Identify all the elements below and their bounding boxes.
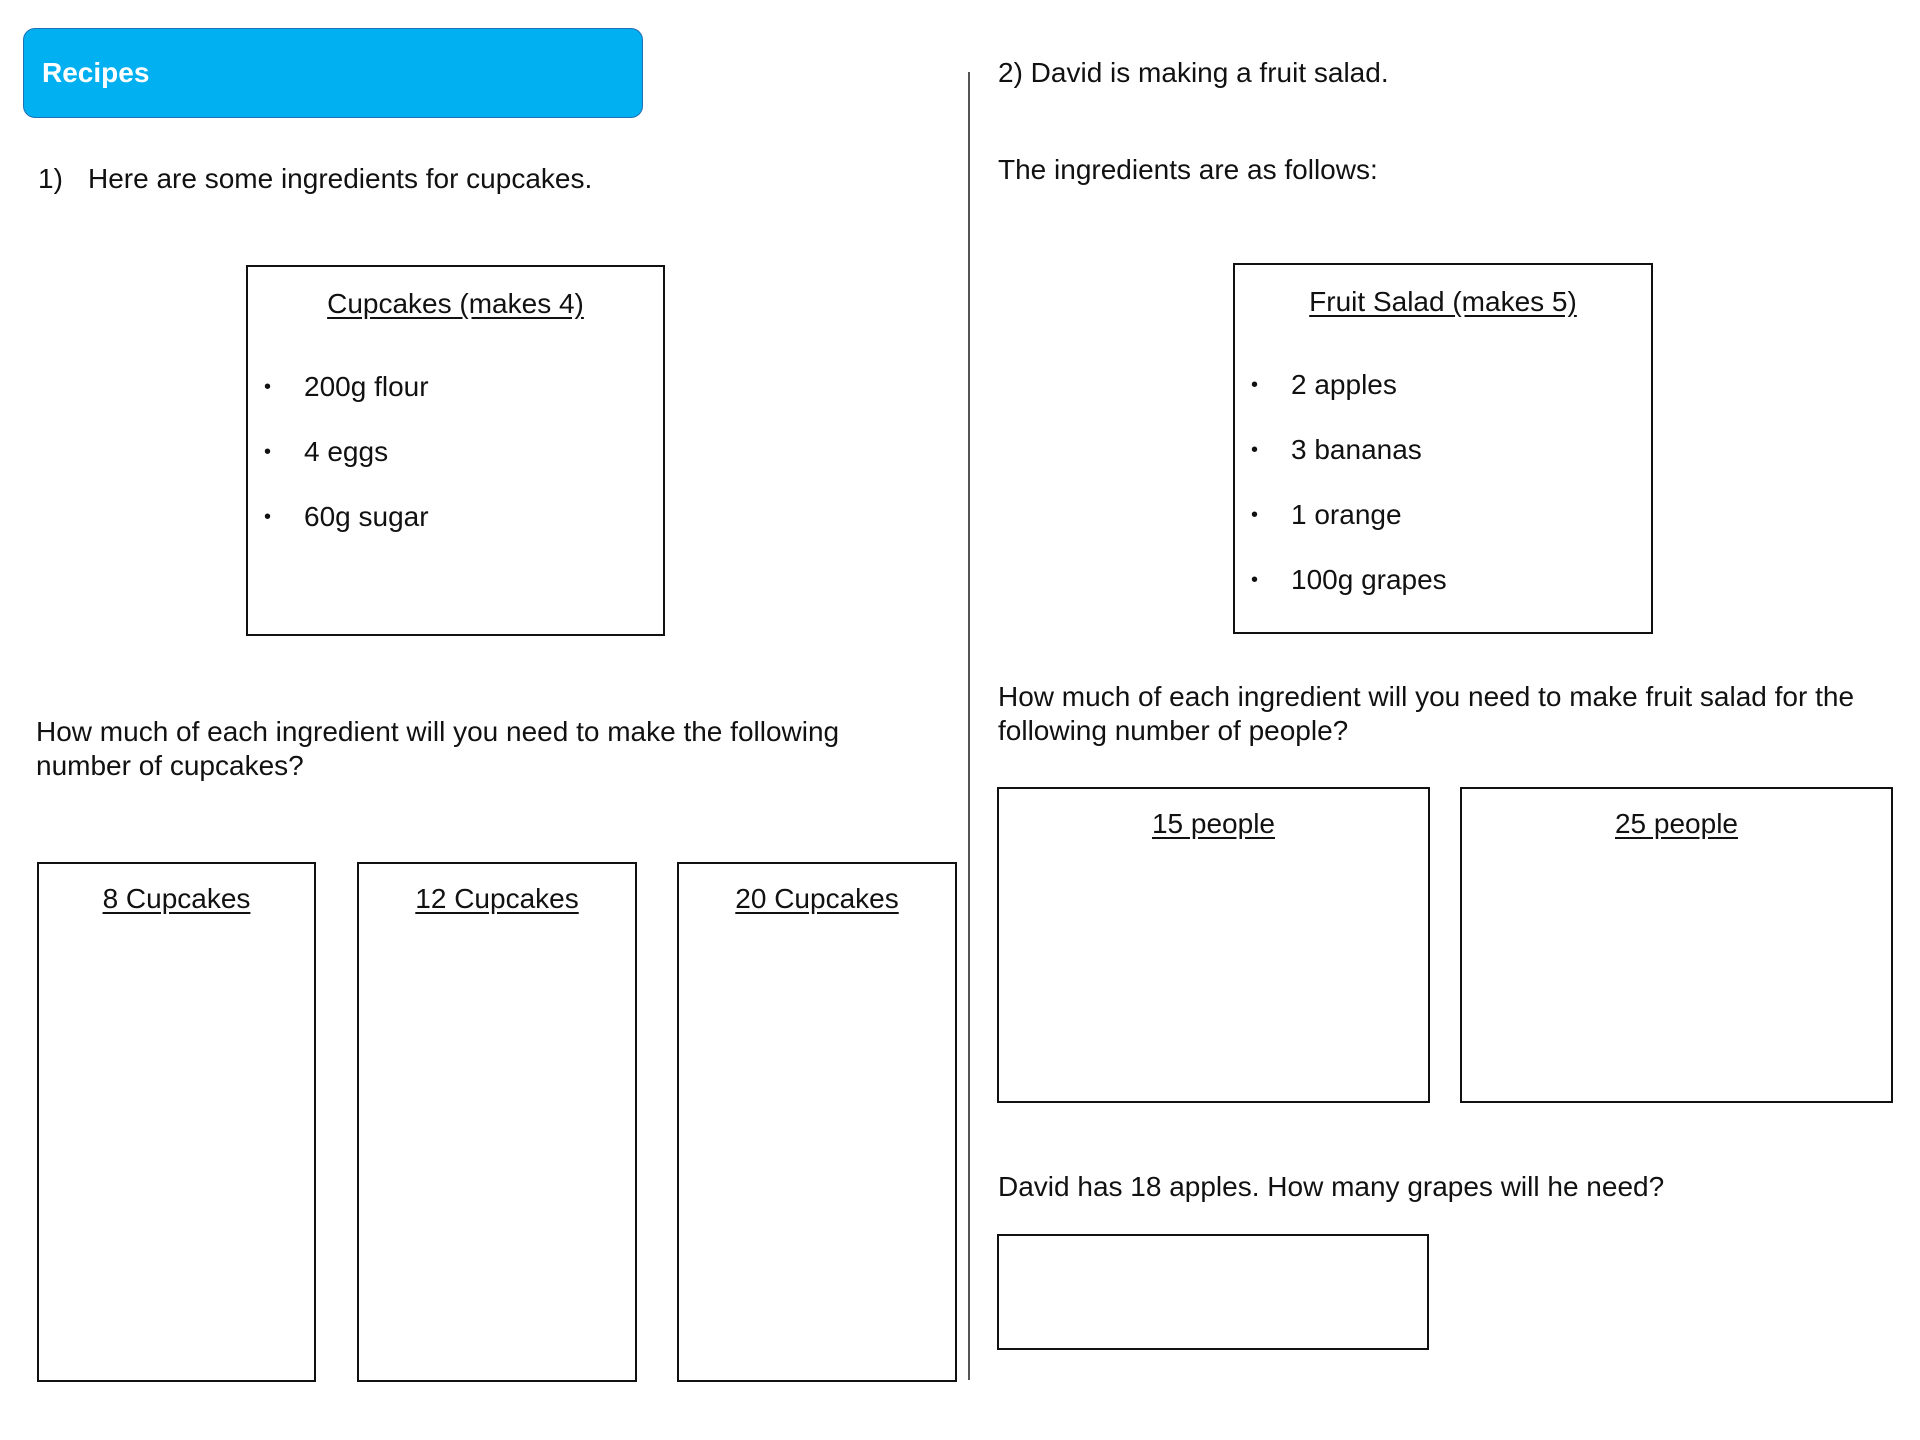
fruit-salad-ingredient-list — [1251, 368, 1447, 628]
ingredient-item: • 2 apples — [1251, 369, 1397, 400]
worksheet-title-banner — [23, 28, 643, 118]
question-1-text: Here are some ingredients for cupcakes. — [88, 163, 593, 194]
column-divider — [968, 72, 970, 1380]
worksheet-title: Recipes — [42, 57, 150, 88]
bullet-icon: • — [1251, 374, 1259, 396]
bullet-icon: • — [1251, 504, 1259, 526]
cupcake-ingredient-list — [264, 370, 429, 565]
question-1-number: 1) — [38, 163, 63, 194]
ingredient-item: • 3 bananas — [1251, 434, 1422, 465]
ingredient-item: • 100g grapes — [1251, 564, 1447, 595]
ingredient-item: • 1 orange — [1251, 499, 1402, 530]
ingredient-item: • 4 eggs — [264, 436, 389, 467]
answer-box-label: 25 people — [1614, 808, 1738, 839]
answer-box-label: 15 people — [1151, 808, 1275, 839]
bullet-icon: • — [264, 506, 272, 528]
answer-box-label: 20 Cupcakes — [735, 883, 899, 914]
answer-box-12-cupcakes[interactable] — [357, 862, 637, 1382]
ingredient-item: • 200g flour — [264, 371, 429, 402]
cupcake-question-prompt: How much of each ingredient will you need to make the following number of cupcakes? — [36, 716, 840, 781]
answer-box-grapes[interactable] — [997, 1234, 1429, 1350]
bullet-icon: • — [1251, 439, 1259, 461]
question-2-text: 2) David is making a fruit salad. — [998, 57, 1389, 88]
answer-box-20-cupcakes[interactable] — [677, 862, 957, 1382]
fruit-salad-question-prompt: How much of each ingredient will you need to make fruit salad for the following number of people? — [998, 681, 1855, 746]
grapes-question: David has 18 apples. How many grapes will he need? — [998, 1171, 1665, 1202]
bullet-icon: • — [264, 441, 272, 463]
answer-box-15-people[interactable] — [997, 787, 1430, 1103]
bullet-icon: • — [1251, 569, 1259, 591]
cupcake-recipe-box — [246, 265, 665, 636]
bullet-icon: • — [264, 376, 272, 398]
fruit-salad-recipe-box — [1233, 263, 1653, 634]
answer-box-label: 12 Cupcakes — [415, 883, 579, 914]
cupcake-recipe-title: Cupcakes (makes 4) — [327, 288, 584, 319]
answer-box-8-cupcakes[interactable] — [37, 862, 316, 1382]
answer-box-label: 8 Cupcakes — [102, 883, 251, 914]
fruit-salad-recipe-title: Fruit Salad (makes 5) — [1309, 286, 1577, 317]
ingredient-item: • 60g sugar — [264, 501, 429, 532]
fruit-salad-intro: The ingredients are as follows: — [998, 154, 1378, 185]
answer-box-25-people[interactable] — [1460, 787, 1893, 1103]
